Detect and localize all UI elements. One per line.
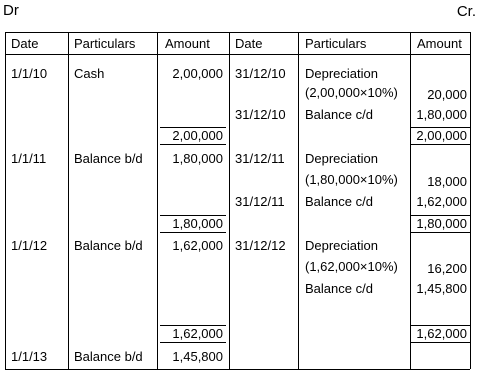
header-date-credit: Date — [235, 36, 263, 51]
credit-amount: 1,45,800 — [416, 281, 467, 296]
credit-particulars: Depreciation — [305, 151, 378, 166]
debit-date: 1/1/10 — [11, 66, 48, 81]
credit-particulars: Balance c/d — [305, 194, 373, 209]
credit-date: 31/12/12 — [235, 238, 286, 253]
header-amount-credit: Amount — [417, 36, 462, 51]
column-rule — [5, 32, 6, 369]
credit-particulars: Balance c/d — [305, 107, 373, 122]
credit-amount: 20,000 — [427, 87, 467, 102]
credit-side-label: Cr. — [456, 3, 476, 20]
debit-date: 1/1/11 — [11, 151, 47, 166]
table-bottom-border — [5, 369, 470, 370]
debit-side-label: Dr — [3, 2, 19, 19]
table-top-border — [5, 32, 470, 33]
column-rule — [470, 32, 471, 369]
debit-amount: 2,00,000 — [172, 66, 223, 81]
total-rule — [160, 144, 226, 145]
debit-amount: 1,62,000 — [172, 238, 223, 253]
credit-amount: 18,000 — [427, 174, 467, 189]
debit-particulars: Balance b/d — [74, 151, 143, 166]
credit-detail: (1,62,000×10%) — [305, 259, 398, 274]
debit-date: 1/1/12 — [11, 238, 48, 253]
total-rule — [160, 342, 226, 343]
total-rule — [411, 342, 470, 343]
credit-particulars: Depreciation — [305, 66, 378, 81]
credit-total: 1,62,000 — [416, 326, 467, 341]
debit-total: 1,62,000 — [172, 326, 223, 341]
debit-particulars: Cash — [74, 66, 105, 81]
credit-particulars: Balance c/d — [305, 281, 373, 296]
total-rule — [411, 144, 470, 145]
credit-amount: 16,200 — [427, 261, 467, 276]
debit-total: 2,00,000 — [172, 128, 223, 143]
credit-detail: (1,80,000×10%) — [305, 172, 398, 187]
credit-amount: 1,62,000 — [416, 194, 467, 209]
column-rule — [68, 32, 69, 369]
header-date-debit: Date — [11, 36, 39, 51]
credit-total: 1,80,000 — [416, 216, 467, 231]
debit-particulars: Balance b/d — [74, 349, 143, 364]
debit-amount: 1,45,800 — [172, 349, 223, 364]
credit-particulars: Depreciation — [305, 238, 378, 253]
header-amount-debit: Amount — [165, 36, 210, 51]
credit-amount: 1,80,000 — [416, 107, 467, 122]
header-particulars-credit: Particulars — [305, 36, 367, 51]
credit-date: 31/12/11 — [235, 151, 285, 166]
header-bottom-border — [5, 54, 470, 55]
total-rule — [160, 232, 226, 233]
column-rule — [157, 32, 158, 369]
credit-date: 31/12/10 — [235, 107, 286, 122]
header-particulars-debit: Particulars — [74, 36, 136, 51]
credit-date: 31/12/10 — [235, 66, 286, 81]
debit-particulars: Balance b/d — [74, 238, 143, 253]
credit-date: 31/12/11 — [235, 194, 285, 209]
debit-total: 1,80,000 — [172, 216, 223, 231]
credit-total: 2,00,000 — [416, 128, 467, 143]
credit-detail: (2,00,000×10%) — [305, 85, 398, 100]
debit-date: 1/1/13 — [11, 349, 48, 364]
debit-amount: 1,80,000 — [172, 151, 223, 166]
column-rule — [229, 32, 230, 369]
total-rule — [411, 232, 470, 233]
column-rule — [298, 32, 299, 369]
